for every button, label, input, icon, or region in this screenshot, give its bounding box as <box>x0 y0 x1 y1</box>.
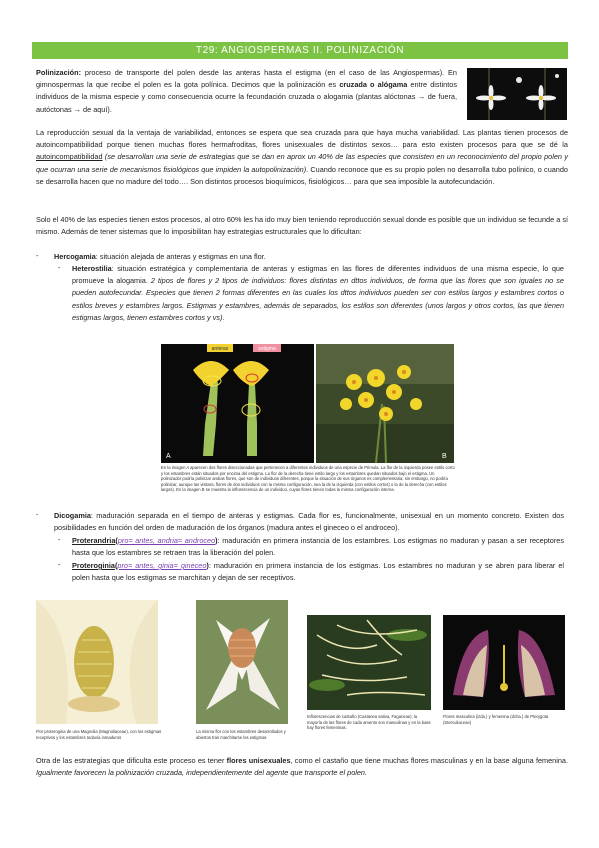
intro-term: Polinización: <box>36 68 81 77</box>
proteroginia-etymology: pro= antes, ginia= gineceo <box>117 561 207 570</box>
heterostilia-text-b: 2 tipos de flores y 2 tipos de individuos: flores distintas en dttos individuos, de forma que las flores que son iguales no se pueden autofecundar. Especies que tienen 2 formas diferentes en las cuales los dttos individuos pueden ser con estilos largos y estambres cortos o estilos breves y estambres largos. Estigmas y estambres, además de separados, los estilos son diferentes (unos largos y otros cortos, las que tienen estigmas largos, tienen estambres cortos y vs). <box>72 276 564 322</box>
heterostilia-term: Heterostilia <box>72 264 112 273</box>
final-a: Otra de las estrategias que dificulta este proceso es tener <box>36 756 227 765</box>
final-c: Igualmente favorecen la polinización cruzada, independientemente del agente que transporte el polen. <box>36 768 368 778</box>
magnolia-male-photo <box>196 600 288 724</box>
dicogamia-text: : maduración separada en el tiempo de anteras y estigmas. Cada flor es, funcionalmente, unisexual en un momento concreto. Existen dos posibilidades en función del orden de maduración de los órganos (madura antes el gineceo o el androceo). <box>54 511 564 533</box>
bullet-dash: - <box>36 251 39 260</box>
autoincompatibility-paragraph <box>36 127 568 188</box>
chestnut-caption: Inflorescencias de castaño (Castanea sativa, Fagaceae); la mayoría de las flores de cada amento son masculinas y en la base hay flores femeninas. <box>307 714 431 731</box>
intro-text-b: entre distintos individuos de la misma especie y como consecuencia ocurre la fecundación cruzada o alogamia (plantas alóctonas → de fuera, autóctonas → de aquí). <box>36 80 457 114</box>
para2-c: . Cuando reconoce que es su propio polen no desarrolla tubo polínico, o cuando se desarrolla hacen que no madure del todo…. Son distintos procesos bioquímicos, fisiológicos… para que sea imposible la autofecundación. <box>36 164 568 186</box>
primula-dissection-photo <box>161 344 314 463</box>
pterygota-flowers-photo <box>443 615 565 710</box>
primula-inflorescence-photo <box>316 344 454 463</box>
hercogamia-item <box>54 251 564 263</box>
estigma-label: estigma <box>258 346 276 352</box>
final-term: flores unisexuales <box>226 756 291 765</box>
dicogamia-item <box>54 510 564 534</box>
proterandria-term: Proterandria <box>72 536 116 545</box>
proterandria-item: Proterandria(pro= antes, andria= androceo): maduración en primera instancia de los estambres. Los estigmas no maduran y pasan a ser receptores hasta que los estambres se retraen tras la liberación del polen. <box>72 536 564 558</box>
magnolia-female-caption: Flor proterogina de una Magnolia (Magnoliaceae), con los estigmas receptivos y los estambres todavía inmaduros <box>36 729 162 740</box>
heterostilia-item <box>72 263 564 324</box>
proterandria-text: : maduración en primera instancia de los estambres. Los estigmas no maduran y pasan a ser receptores hasta que los estambres se retraen tras la liberación del polen. <box>72 536 564 558</box>
unisexual-flowers-paragraph <box>36 755 568 779</box>
para2-b: (se desarrollan una serie de estrategias que se dan en aprox un 40% de las especies que consisten en un reconocimiento del propio polen y que ocurran una serie de mecanismos fisiológicos que impiden la autopolinización) <box>36 152 568 174</box>
bullet-dash: - <box>58 560 61 569</box>
figure1-caption: En la imagen A aparecen dos flores diseccionadas que pertenecen a diferentes individuos de una especie de Primula. La flor de la izquierda posee estilo corto y los estambres están situados por encima del estigma. La flor de la derecha tiene estilo largo y los estambres quedan situados bajo el estigma. Un polinizador podría polinizar ambas flores, que son de individuos diferentes, porque la situación de sus órganos es complementaria; sin embargo, no podría polinizar, aunque las visitara, flores de dos individuos con la misma configuración, sea la de la izquierda (con estilos cortos) o la de la derecha (con estilos largos). En la imagen B se muestra la inflorescencia de un individuo, cuyas flores tienen todas la misma configuración interna. <box>161 465 455 493</box>
para2-term: autoincompatibilidad <box>36 152 103 162</box>
para2-a: La reproducción sexual da la ventaja de variabilidad, entonces se espera que sea cruzada para que haya mucha variabilidad. Las plantas tienen procesos de autoincompatibilidad porque tienen muchas flores hermafroditas, flores unisexuales de distintos sexos… para esto existen procesos para que se dé la <box>36 128 568 150</box>
proteroginia-item: Proteroginia(pro= antes, ginia= gineceo): maduración en primera instancia de los estigmas. Los estambres no maduran y se abren para liberar el polen hasta que los estigmas se marchitan y dejan de ser receptivos. <box>72 561 565 583</box>
proterandria-etymology: pro= antes, andria= androceo <box>117 536 216 545</box>
intro-flower-photo <box>467 68 567 120</box>
proteroginia-text: : maduración en primera instancia de los estigmas. Los estambres no maduran y se abren para liberar el polen hasta que los estigmas se marchitan y dejan de ser receptivos. <box>72 561 565 583</box>
structural-strategies-paragraph: Solo el 40% de las especies tienen estos procesos, al otro 60% les ha ido muy bien teniendo reproducción sexual donde es posible que un individuo se fecunde a sí mismo. Además de tener sistemas que lo imposibilitan hay estrategias estructurales que lo dificultan: <box>36 215 568 237</box>
final-b: , como el castaño que tiene muchas flores masculinas y en la base alguna femenina. <box>290 756 569 765</box>
hercogamia-text: : situación alejada de anteras y estigmas en una flor. <box>95 252 266 261</box>
magnolia-male-caption: La misma flor con los estambres desarrollados y abiertos tras marchitarse los estigmas <box>196 729 286 740</box>
intro-text-a: proceso de transporte del polen desde las anteras hasta el estigma (en el caso de las Angiospermas). En gimnospermas la que recibe el polen es la gota polínica. Decimos que la polinización es <box>36 68 457 90</box>
proteroginia-term: Proteroginia <box>72 561 115 570</box>
magnolia-female-photo <box>36 600 158 724</box>
heterostilia-text-a: : situación estratégica y complementaria de anteras y estigmas en las flores de diferentes individuos de una misma especie, lo que promueve la alogamia. <box>72 264 564 286</box>
bullet-dash: - <box>58 535 61 544</box>
anteras-label: anteras <box>211 346 229 352</box>
bullet-dash: - <box>58 263 61 272</box>
intro-paragraph <box>36 67 457 116</box>
figure-label-a: A <box>166 453 171 460</box>
chestnut-inflorescence-photo <box>307 615 431 710</box>
page-title: T29: ANGIOSPERMAS II. POLINIZACIÓN <box>32 42 568 59</box>
bullet-dash: - <box>36 510 39 519</box>
intro-cruzada: cruzada o alógama <box>339 80 408 90</box>
pterygota-caption: Flores masculina (izda.) y femenina (dcha.) de Pterygota (Sterculiaceae) <box>443 714 549 725</box>
dicogamia-term: Dicogamia <box>54 511 91 520</box>
figure-label-b: B <box>442 453 447 460</box>
hercogamia-term: Hercogamia <box>54 252 96 261</box>
